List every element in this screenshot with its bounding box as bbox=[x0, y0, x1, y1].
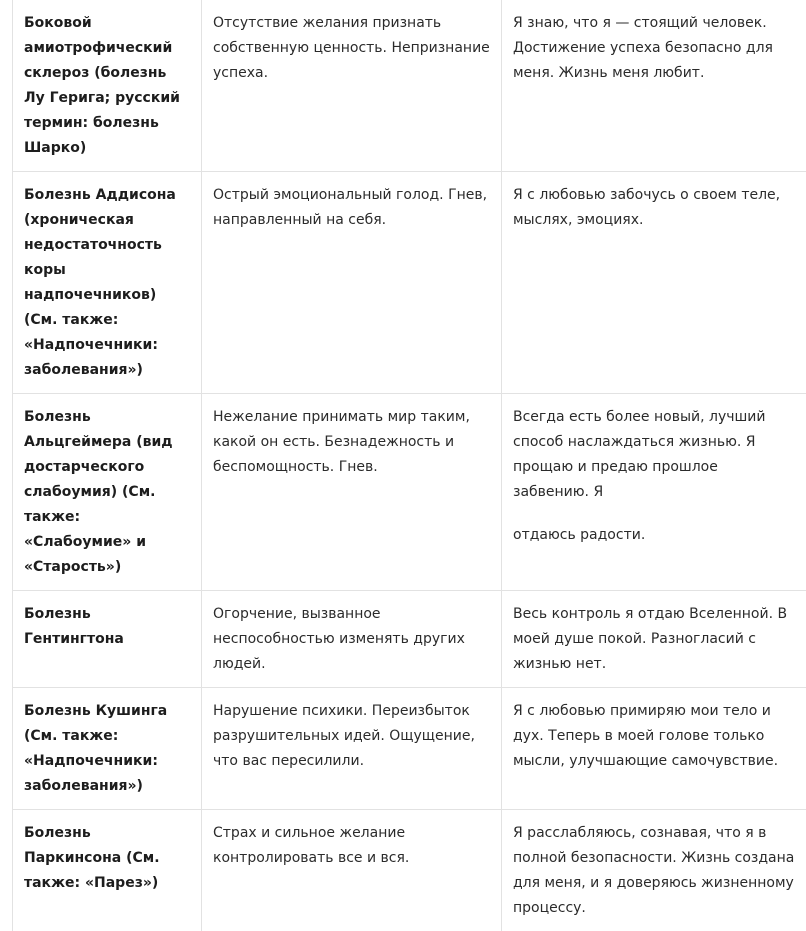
cause-cell: Отсутствие желания признать собственную ценность. Непризнание успеха. bbox=[202, 0, 502, 172]
table-row bbox=[13, 394, 806, 591]
disease-name-cell: Болезнь Гентингтона bbox=[13, 591, 202, 688]
affirmation-cell: Я с любовью забочусь о своем теле, мыслях, эмоциях. bbox=[502, 172, 806, 394]
cause-cell: Огорчение, вызванное неспособностью изменять других людей. bbox=[202, 591, 502, 688]
disease-table-container bbox=[12, 0, 806, 931]
affirmation-text-continued: отдаюсь радости. bbox=[513, 523, 796, 548]
table-row bbox=[13, 810, 806, 931]
table-row bbox=[13, 172, 806, 394]
disease-name-cell: Болезнь Кушинга (См. также: «Надпочечники: заболевания») bbox=[13, 688, 202, 810]
disease-name-cell: Болезнь Альцгеймера (вид достарческого слабоумия) (См. также: «Слабоумие» и «Старость») bbox=[13, 394, 202, 591]
affirmation-cell: Я расслабляюсь, сознавая, что я в полной безопасности. Жизнь создана для меня, и я доверяюсь жизненному процессу. bbox=[502, 810, 806, 931]
disease-table bbox=[12, 0, 806, 931]
affirmation-cell: Я знаю, что я — стоящий человек. Достижение успеха безопасно для меня. Жизнь меня любит. bbox=[502, 0, 806, 172]
disease-name-cell: Болезнь Аддисона (хроническая недостаточность коры надпочечников) (См. также: «Надпочечники: заболевания») bbox=[13, 172, 202, 394]
affirmation-cell: Весь контроль я отдаю Вселенной. В моей душе покой. Разногласий с жизнью нет. bbox=[502, 591, 806, 688]
cause-cell: Страх и сильное желание контролировать все и вся. bbox=[202, 810, 502, 931]
disease-name-cell: Болезнь Паркинсона (См. также: «Парез») bbox=[13, 810, 202, 931]
table-row bbox=[13, 688, 806, 810]
affirmation-text: Всегда есть более новый, лучший способ наслаждаться жизнью. Я прощаю и предаю прошлое забвению. Я bbox=[513, 409, 766, 500]
cause-cell: Острый эмоциональный голод. Гнев, направленный на себя. bbox=[202, 172, 502, 394]
affirmation-cell bbox=[502, 394, 806, 591]
table-row bbox=[13, 0, 806, 172]
cause-cell: Нежелание принимать мир таким, какой он есть. Безнадежность и беспомощность. Гнев. bbox=[202, 394, 502, 591]
affirmation-cell: Я с любовью примиряю мои тело и дух. Теперь в моей голове только мысли, улучшающие самочувствие. bbox=[502, 688, 806, 810]
disease-name-cell: Боковой амиотрофический склероз (болезнь Лу Герига; русский термин: болезнь Шарко) bbox=[13, 0, 202, 172]
cause-cell: Нарушение психики. Переизбыток разрушительных идей. Ощущение, что вас пересилили. bbox=[202, 688, 502, 810]
table-row bbox=[13, 591, 806, 688]
